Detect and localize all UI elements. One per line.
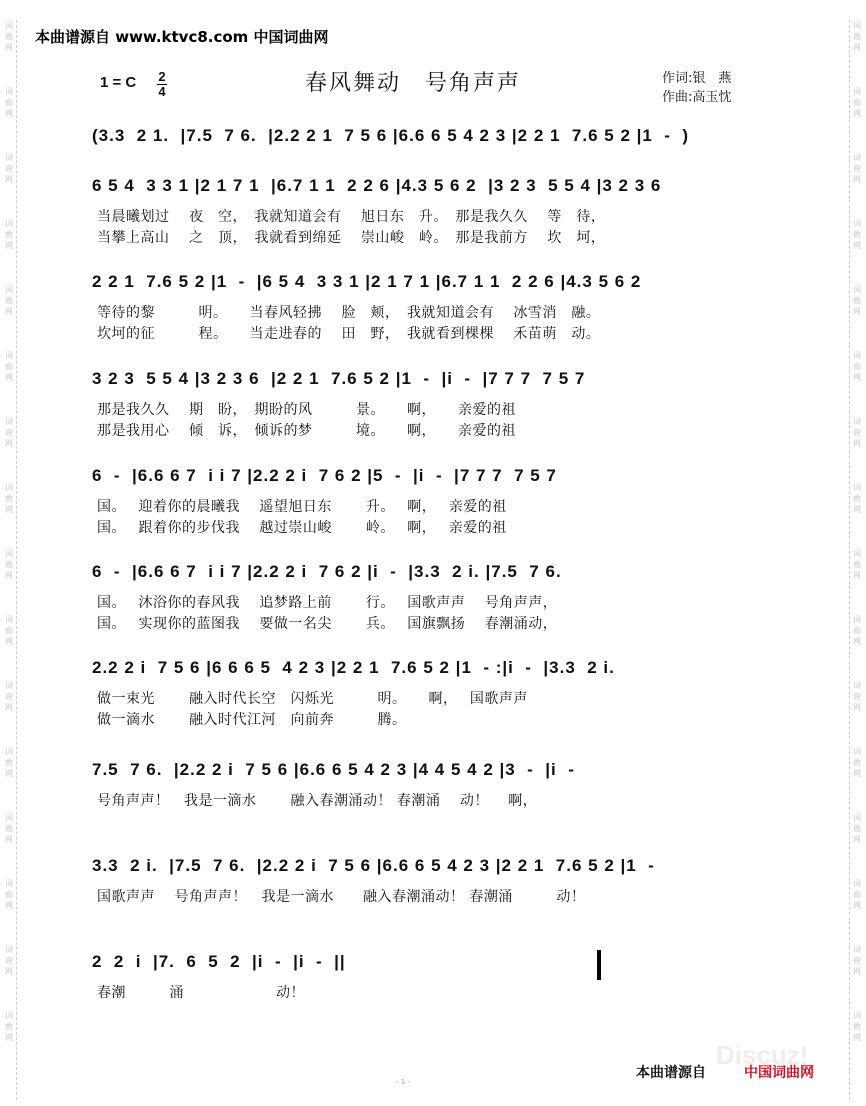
lyric-line-2: 做一滴水 融入时代江河 向前奔 腾。 [97, 712, 407, 728]
margin-mark: 词 曲 网 [5, 1011, 13, 1042]
notation-row: 2 2 i |7. 6 5 2 |i - |i - || [92, 952, 346, 971]
lyric-line-2: 那是我用心 倾 诉， 倾诉的梦 境。 啊， 亲爱的祖 [97, 423, 516, 439]
margin-mark: 词 曲 网 [5, 21, 13, 52]
lyric-line-1: 春潮 涌 动！ [97, 985, 305, 1001]
margin-mark: 词 曲 网 [5, 615, 13, 646]
margin-mark: 词 曲 网 [853, 87, 861, 118]
notation-row: 3.3 2 i. |7.5 7 6. |2.2 2 i 7 5 6 |6.6 6 5 4 2 3 |2 2 1 7.6 5 2 |1 - [92, 856, 655, 875]
notation-row: 6 - |6.6 6 7 i i 7 |2.2 2 i 7 6 2 |i - |3.3 2 i. |7.5 7 6. [92, 562, 562, 581]
lyric-line-1: 做一束光 融入时代长空 闪烁光 明。 啊， 国歌声声 [97, 691, 528, 707]
watermark-logo: Discuz! [716, 1040, 809, 1070]
notation-row: 3 2 3 5 5 4 |3 2 3 6 |2 2 1 7.6 5 2 |1 - |i - |7 7 7 7 5 7 [92, 369, 586, 388]
margin-mark: 词 曲 网 [853, 417, 861, 448]
lyric-line-2: 国。 实现你的蓝图我 要做一名尖 兵。 国旗飘扬 春潮涌动， [97, 616, 558, 632]
lyric-line-1: 当晨曦划过 夜 空， 我就知道会有 旭日东 升。 那是我久久 等 待， [97, 209, 606, 225]
notation-row: 7.5 7 6. |2.2 2 i 7 5 6 |6.6 6 5 4 2 3 |4 4 5 4 2 |3 - |i - [92, 760, 575, 779]
margin-mark: 词 曲 网 [5, 351, 13, 382]
margin-mark: 词 曲 网 [5, 681, 13, 712]
composer-credit: 作曲:高玉忱 [662, 90, 732, 105]
lyric-line-1: 号角声声！ 我是一滴水 融入春潮涌动！ 春潮涌 动！ 啊， [97, 793, 538, 809]
lyric-line-2: 国。 跟着你的步伐我 越过崇山峻 岭。 啊， 亲爱的祖 [97, 520, 507, 536]
margin-mark: 词 曲 网 [5, 813, 13, 844]
margin-mark: 词 曲 网 [5, 153, 13, 184]
margin-mark: 词 曲 网 [853, 285, 861, 316]
margin-mark: 词 曲 网 [5, 417, 13, 448]
notation-row: 6 - |6.6 6 7 i i 7 |2.2 2 i 7 6 2 |5 - |i - |7 7 7 7 5 7 [92, 466, 557, 485]
margin-mark: 词 曲 网 [853, 615, 861, 646]
footer-source-label: 本曲谱源自 [636, 1065, 706, 1081]
lyric-line-1: 国。 沐浴你的春风我 追梦路上前 行。 国歌声声 号角声声， [97, 595, 558, 611]
lyric-line-1: 等待的黎 明。 当春风轻拂 脸 颊， 我就知道会有 冰雪消 融。 [97, 305, 601, 321]
left-margin-watermark [2, 20, 17, 1100]
margin-mark: 词 曲 网 [5, 549, 13, 580]
margin-mark: 词 曲 网 [853, 1011, 861, 1042]
margin-mark: 词 曲 网 [853, 21, 861, 52]
lyric-line-1: 那是我久久 期 盼， 期盼的风 景。 啊， 亲爱的祖 [97, 402, 516, 418]
margin-mark: 词 曲 网 [5, 219, 13, 250]
meter-top: 2 [158, 69, 166, 84]
margin-mark: 词 曲 网 [5, 483, 13, 514]
margin-mark: 词 曲 网 [853, 945, 861, 976]
footer-site-name: 中国词曲网 [744, 1065, 814, 1081]
notation-row: 2.2 2 i 7 5 6 |6 6 6 5 4 2 3 |2 2 1 7.6 5 2 |1 - :|i - |3.3 2 i. [92, 658, 615, 677]
margin-mark: 词 曲 网 [5, 945, 13, 976]
margin-mark: 词 曲 网 [5, 285, 13, 316]
margin-mark: 词 曲 网 [5, 879, 13, 910]
margin-mark: 词 曲 网 [853, 153, 861, 184]
key-signature: 1 = C [100, 74, 137, 91]
final-barline [597, 950, 601, 980]
page-number: - 1 - [396, 1078, 410, 1086]
margin-mark: 词 曲 网 [853, 483, 861, 514]
notation-row: 6 5 4 3 3 1 |2 1 7 1 |6.7 1 1 2 2 6 |4.3 5 6 2 |3 2 3 5 5 4 |3 2 3 6 [92, 176, 662, 195]
lyric-line-2: 当攀上高山 之 顶， 我就看到绵延 崇山峻 岭。 那是我前方 坎 坷， [97, 230, 606, 246]
margin-mark: 词 曲 网 [853, 681, 861, 712]
margin-mark: 词 曲 网 [853, 747, 861, 778]
notation-row: (3.3 2 1. |7.5 7 6. |2.2 2 1 7 5 6 |6.6 6 5 4 2 3 |2 2 1 7.6 5 2 |1 - ) [92, 126, 690, 145]
margin-mark: 词 曲 网 [853, 879, 861, 910]
lyric-line-1: 国歌声声 号角声声！ 我是一滴水 融入春潮涌动！ 春潮涌 动！ [97, 889, 586, 905]
margin-mark: 词 曲 网 [853, 219, 861, 250]
notation-row: 2 2 1 7.6 5 2 |1 - |6 5 4 3 3 1 |2 1 7 1 |6.7 1 1 2 2 6 |4.3 5 6 2 [92, 272, 642, 291]
song-title: 春风舞动 号角声声 [305, 71, 522, 96]
lyric-line-2: 坎坷的征 程。 当走进春的 田 野， 我就看到棵棵 禾苗萌 动。 [97, 326, 601, 342]
margin-mark: 词 曲 网 [853, 813, 861, 844]
lyricist-credit: 作词:银 燕 [662, 71, 732, 86]
lyric-line-1: 国。 迎着你的晨曦我 遥望旭日东 升。 啊， 亲爱的祖 [97, 499, 507, 515]
margin-mark: 词 曲 网 [5, 87, 13, 118]
margin-mark: 词 曲 网 [853, 549, 861, 580]
margin-mark: 词 曲 网 [853, 351, 861, 382]
time-signature [157, 70, 167, 99]
meter-bottom: 4 [158, 84, 166, 99]
header-source-line: 本曲谱源自 www.ktvc8.com 中国词曲网 [35, 28, 329, 46]
right-margin-watermark [849, 20, 864, 1100]
margin-mark: 词 曲 网 [5, 747, 13, 778]
